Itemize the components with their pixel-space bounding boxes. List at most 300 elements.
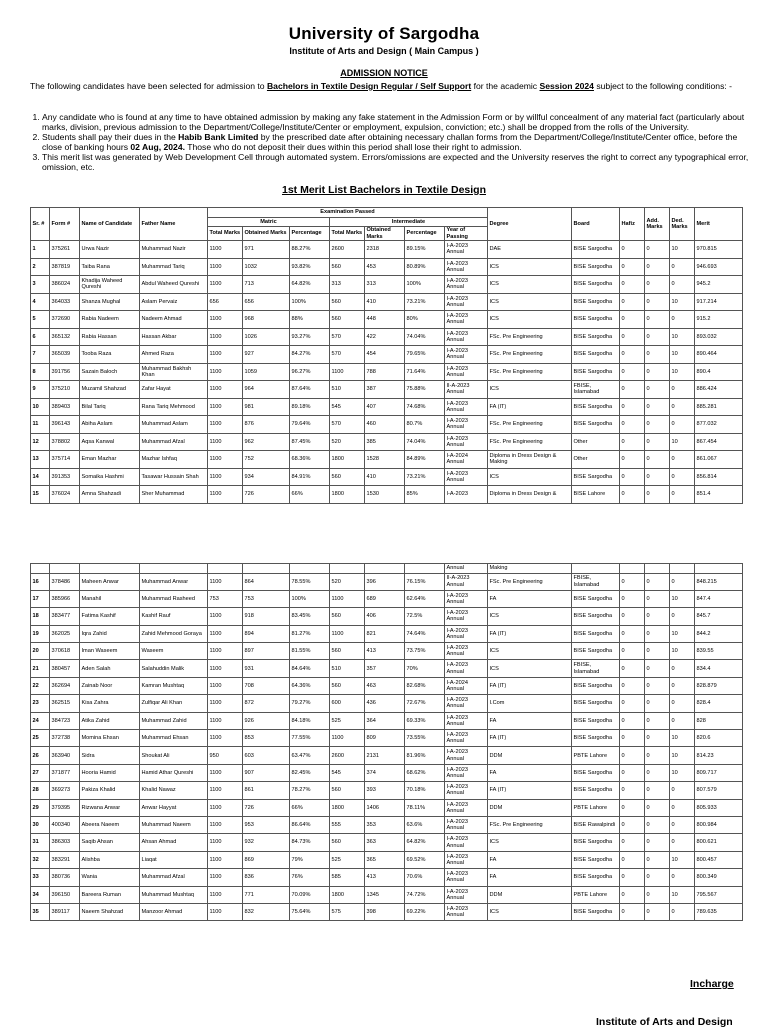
table-cell: 375210 <box>50 381 80 399</box>
program-name: Bachelors in Textile Design Regular / Self Support <box>266 81 472 91</box>
table-cell: 7 <box>31 346 50 364</box>
header-intermediate: Intermediate <box>330 218 488 227</box>
table-cell: Sidra <box>80 747 140 764</box>
table-cell: 0 <box>620 416 645 434</box>
table-cell: 15 <box>31 486 50 504</box>
table-cell: 413 <box>365 869 405 886</box>
table-cell: 1530 <box>365 486 405 504</box>
table-cell: 463 <box>365 677 405 694</box>
table-cell: Hassan Akbar <box>140 328 208 346</box>
table-cell: FSc. Pre Engineering <box>488 816 572 833</box>
table-cell: 10 <box>670 886 695 903</box>
table-cell: 1032 <box>243 258 290 276</box>
table-cell: 893.032 <box>695 328 743 346</box>
table-cell: 64.82% <box>290 276 330 294</box>
merit-rows-page-2 <box>31 573 743 921</box>
table-cell: ICS <box>488 293 572 311</box>
table-cell: 10 <box>670 433 695 451</box>
table-cell: 1100 <box>208 276 243 294</box>
table-cell: 821 <box>365 625 405 642</box>
table-cell: 80.7% <box>405 416 445 434</box>
table-cell: 805.933 <box>695 799 743 816</box>
table-cell: I-A-2023 Annual <box>445 398 488 416</box>
table-cell: 0 <box>645 869 670 886</box>
table-cell: 0 <box>620 468 645 486</box>
table-cell: 0 <box>645 468 670 486</box>
table-cell: 1100 <box>208 834 243 851</box>
table-cell: Liaqat <box>140 851 208 868</box>
table-cell: 375714 <box>50 451 80 469</box>
table-cell: 867.454 <box>695 433 743 451</box>
table-cell: 560 <box>330 293 365 311</box>
table-cell: ICS <box>488 276 572 294</box>
table-cell: 0 <box>620 258 645 276</box>
table-cell: 76.15% <box>405 573 445 590</box>
table-cell: Aqsa Kanwal <box>80 433 140 451</box>
table-cell: FA (IT) <box>488 625 572 642</box>
table-cell: 396150 <box>50 886 80 903</box>
table-cell: 828.4 <box>695 695 743 712</box>
table-cell: 76% <box>290 869 330 886</box>
table-cell: 4 <box>31 293 50 311</box>
table-cell: FA <box>488 712 572 729</box>
table-cell: 10 <box>670 590 695 607</box>
table-cell: 945.2 <box>695 276 743 294</box>
table-cell: 0 <box>645 625 670 642</box>
table-cell: 100% <box>405 276 445 294</box>
table-cell: 0 <box>620 869 645 886</box>
table-cell: ICS <box>488 834 572 851</box>
table-cell: 84.64% <box>290 660 330 677</box>
table-cell: 926 <box>243 712 290 729</box>
table-cell: I-A-2023 Annual <box>445 660 488 677</box>
table-cell: I-A-2023 Annual <box>445 903 488 920</box>
table-cell: 560 <box>330 834 365 851</box>
table-cell: 448 <box>365 311 405 329</box>
table-cell: I-A-2023 Annual <box>445 258 488 276</box>
table-cell: BISE Sargodha <box>572 730 620 747</box>
table-cell: BISE Sargodha <box>572 468 620 486</box>
table-cell: 93.82% <box>290 258 330 276</box>
table-cell: 32 <box>31 851 50 868</box>
table-cell: 800.349 <box>695 869 743 886</box>
table-cell: I-A-2023 Annual <box>445 311 488 329</box>
table-cell: BISE Sargodha <box>572 712 620 729</box>
table-cell: 927 <box>243 346 290 364</box>
table-cell: 79.27% <box>290 695 330 712</box>
table-cell: 74.68% <box>405 398 445 416</box>
table-cell: 0 <box>620 590 645 607</box>
table-cell: 560 <box>330 311 365 329</box>
table-cell: I-A-2023 Annual <box>445 816 488 833</box>
table-cell: ICS <box>488 643 572 660</box>
table-cell: 66% <box>290 486 330 504</box>
table-cell: I-A-2023 Annual <box>445 886 488 903</box>
table-cell: II-A-2023 Annual <box>445 381 488 399</box>
table-cell: Manahil <box>80 590 140 607</box>
table-cell: 383291 <box>50 851 80 868</box>
table-row <box>31 869 743 886</box>
table-cell: 386303 <box>50 834 80 851</box>
table-cell: 0 <box>670 311 695 329</box>
table-cell: 398 <box>365 903 405 920</box>
table-cell: BISE Sargodha <box>572 293 620 311</box>
table-cell: 21 <box>31 660 50 677</box>
table-cell: 0 <box>645 799 670 816</box>
table-cell: 1100 <box>208 677 243 694</box>
table-cell: Pakiza Khalid <box>80 782 140 799</box>
header-matric-total: Total Marks <box>208 227 243 241</box>
table-cell: 0 <box>645 241 670 259</box>
table-cell: 828 <box>695 712 743 729</box>
condition-3: 3. This merit list was generated by Web Development Cell through automated system. Errors/omissions are expected and the University reserves the right to correct any typographical error, omission, etc. <box>42 152 754 172</box>
table-cell: Rana Tariq Mehmood <box>140 398 208 416</box>
table-cell: Urwa Nazir <box>80 241 140 259</box>
table-cell: 64.36% <box>290 677 330 694</box>
table-cell: 62.64% <box>405 590 445 607</box>
table-cell: 78.11% <box>405 799 445 816</box>
table-cell: 72.5% <box>405 608 445 625</box>
table-cell: 69.22% <box>405 903 445 920</box>
table-cell: 545 <box>330 398 365 416</box>
table-cell: I-A-2023 Annual <box>445 468 488 486</box>
table-cell: 362515 <box>50 695 80 712</box>
table-cell: Amna Shahzadi <box>80 486 140 504</box>
table-cell: 396 <box>365 573 405 590</box>
table-row <box>31 293 743 311</box>
merit-table-page-2 <box>30 563 743 921</box>
table-cell: 0 <box>670 486 695 504</box>
table-cell: 0 <box>645 608 670 625</box>
table-cell: 872 <box>243 695 290 712</box>
table-cell: 753 <box>208 590 243 607</box>
table-cell: BISE Sargodha <box>572 695 620 712</box>
table-cell: Khalid Nawaz <box>140 782 208 799</box>
table-cell: BISE Sargodha <box>572 903 620 920</box>
table-cell: 422 <box>365 328 405 346</box>
table-cell: 0 <box>620 486 645 504</box>
table-cell: Muhammad Afzal <box>140 433 208 451</box>
table-cell: 10 <box>670 346 695 364</box>
table-cell: 1100 <box>208 764 243 781</box>
table-row <box>31 625 743 642</box>
table-cell: Kisa Zahra <box>80 695 140 712</box>
table-row <box>31 747 743 764</box>
header-form: Form # <box>50 208 80 241</box>
table-cell: I-A-2023 Annual <box>445 851 488 868</box>
table-cell: 2 <box>31 258 50 276</box>
table-cell: 89.18% <box>290 398 330 416</box>
table-cell: 0 <box>620 573 645 590</box>
table-cell: 385 <box>365 433 405 451</box>
table-cell: 0 <box>670 608 695 625</box>
table-cell: 1100 <box>208 363 243 381</box>
table-cell: 1800 <box>330 486 365 504</box>
table-cell: 372690 <box>50 311 80 329</box>
table-cell: 0 <box>620 451 645 469</box>
table-cell: 753 <box>243 590 290 607</box>
table-cell: 89.15% <box>405 241 445 259</box>
table-cell: 363940 <box>50 747 80 764</box>
table-cell: 752 <box>243 451 290 469</box>
table-cell: FBISE, Islamabad <box>572 573 620 590</box>
table-cell: 75.64% <box>290 903 330 920</box>
table-cell: 410 <box>365 468 405 486</box>
table-cell: 0 <box>645 764 670 781</box>
table-cell: Bareera Ruman <box>80 886 140 903</box>
table-row <box>31 573 743 590</box>
table-cell: I-A-2023 Annual <box>445 608 488 625</box>
table-cell: 789.635 <box>695 903 743 920</box>
table-cell: 84.73% <box>290 834 330 851</box>
header-hafiz: Hafiz <box>620 208 645 241</box>
table-cell: 0 <box>645 346 670 364</box>
table-cell: 0 <box>620 293 645 311</box>
table-cell: 0 <box>670 695 695 712</box>
table-cell: 100% <box>290 293 330 311</box>
table-cell: 73.21% <box>405 468 445 486</box>
table-cell: 1100 <box>208 381 243 399</box>
table-cell: Muhammad Ehsan <box>140 730 208 747</box>
intro-text-3: subject to the following conditions: - <box>593 81 733 91</box>
header-matric-percentage: Percentage <box>290 227 330 241</box>
table-cell: 78.55% <box>290 573 330 590</box>
table-cell: 0 <box>620 328 645 346</box>
table-cell: 0 <box>670 276 695 294</box>
table-cell: 2318 <box>365 241 405 259</box>
table-cell: FSc. Pre Engineering <box>488 346 572 364</box>
table-cell: 460 <box>365 416 405 434</box>
merit-list-title: 1st Merit List Bachelors in Textile Design <box>281 184 487 196</box>
table-cell: 0 <box>645 903 670 920</box>
table-cell: 2600 <box>330 747 365 764</box>
header-sr: Sr. # <box>31 208 50 241</box>
table-row <box>31 799 743 816</box>
table-cell: 851.4 <box>695 486 743 504</box>
table-cell: Muhammad Bakhsh Khan <box>140 363 208 381</box>
table-cell: ICS <box>488 258 572 276</box>
table-cell: BISE Sargodha <box>572 608 620 625</box>
table-cell: I-A-2024 Annual <box>445 451 488 469</box>
table-cell: 387819 <box>50 258 80 276</box>
table-cell: BISE Sargodha <box>572 276 620 294</box>
table-cell: Other <box>572 433 620 451</box>
table-cell: 560 <box>330 643 365 660</box>
intro-paragraph <box>30 81 740 92</box>
table-cell: 1100 <box>208 468 243 486</box>
table-cell: 0 <box>645 416 670 434</box>
table-cell: 510 <box>330 660 365 677</box>
table-cell: I-A-2023 Annual <box>445 625 488 642</box>
table-cell: Hamid Athar Qureshi <box>140 764 208 781</box>
table-cell: BISE Sargodha <box>572 241 620 259</box>
table-cell: 0 <box>645 816 670 833</box>
table-cell: 0 <box>645 886 670 903</box>
table-cell: 79% <box>290 851 330 868</box>
table-cell: Tasawar Hussain Shah <box>140 468 208 486</box>
table-cell: 70.18% <box>405 782 445 799</box>
table-cell: 853 <box>243 730 290 747</box>
table-cell: BISE Sargodha <box>572 677 620 694</box>
table-cell: ICS <box>488 903 572 920</box>
table-cell: BISE Sargodha <box>572 363 620 381</box>
table-cell: 1100 <box>208 608 243 625</box>
table-cell: 10 <box>31 398 50 416</box>
table-cell: 0 <box>620 346 645 364</box>
table-cell: 365132 <box>50 328 80 346</box>
table-cell: 1100 <box>208 486 243 504</box>
table-cell: 75.88% <box>405 381 445 399</box>
table-cell: 1800 <box>330 451 365 469</box>
table-cell: 525 <box>330 851 365 868</box>
table-cell: Fatima Kashif <box>80 608 140 625</box>
table-cell: 890.4 <box>695 363 743 381</box>
header-degree: Degree <box>488 208 572 241</box>
table-cell: 1100 <box>208 660 243 677</box>
table-cell: 29 <box>31 799 50 816</box>
table-cell: Muhammad Afzal <box>140 869 208 886</box>
table-cell: 389403 <box>50 398 80 416</box>
header-year-of-passing: Year of Passing <box>445 227 488 241</box>
table-cell: 864 <box>243 573 290 590</box>
table-cell: PBTE Lahore <box>572 747 620 764</box>
admission-notice-heading: ADMISSION NOTICE <box>340 68 428 78</box>
table-cell: 861 <box>243 782 290 799</box>
table-row <box>31 416 743 434</box>
table-cell: Iqra Zahid <box>80 625 140 642</box>
table-cell: Other <box>572 451 620 469</box>
table-cell: 970.815 <box>695 241 743 259</box>
table-cell: FA (IT) <box>488 677 572 694</box>
table-cell: FSc. Pre Engineering <box>488 433 572 451</box>
table-cell: 10 <box>670 625 695 642</box>
table-cell: 20 <box>31 643 50 660</box>
table-cell: 1100 <box>208 311 243 329</box>
table-cell: 1059 <box>243 363 290 381</box>
table-cell: DDM <box>488 799 572 816</box>
table-cell: 86.64% <box>290 816 330 833</box>
table-cell: 363 <box>365 834 405 851</box>
table-cell: 932 <box>243 834 290 851</box>
table-cell: 0 <box>620 660 645 677</box>
incharge-institute: Institute of Arts and Design <box>596 1016 733 1028</box>
table-cell: 5 <box>31 311 50 329</box>
table-cell: 1345 <box>365 886 405 903</box>
table-cell: BISE Sargodha <box>572 869 620 886</box>
table-cell: 834.4 <box>695 660 743 677</box>
table-cell: 10 <box>670 851 695 868</box>
table-cell: 30 <box>31 816 50 833</box>
table-cell: 836 <box>243 869 290 886</box>
table-row <box>31 486 743 504</box>
table-cell: 0 <box>645 276 670 294</box>
table-cell: DDM <box>488 886 572 903</box>
table-cell: 34 <box>31 886 50 903</box>
table-cell: BISE Sargodha <box>572 643 620 660</box>
table-row <box>31 712 743 729</box>
table-cell: 81.55% <box>290 643 330 660</box>
table-cell: BISE Sargodha <box>572 328 620 346</box>
table-cell: 1100 <box>208 799 243 816</box>
table-cell: 22 <box>31 677 50 694</box>
table-row <box>31 258 743 276</box>
table-cell: 17 <box>31 590 50 607</box>
table-cell: 376024 <box>50 486 80 504</box>
table-cell: 387 <box>365 381 405 399</box>
table-cell: 1100 <box>208 903 243 920</box>
header-merit: Merit <box>695 208 743 241</box>
table-cell: Manzoor Ahmad <box>140 903 208 920</box>
condition-1: 1. Any candidate who is found at any time to have obtained admission by making any fake statement in the Admission Form or by willful concealment of any material fact (particularly about marks, division, previous admission to the Department/College/Institute/Center or employment, expulsion, conviction; etc.) shall be dropped from the rolls of the University. <box>42 112 754 132</box>
table-cell: 0 <box>620 677 645 694</box>
table-cell: 12 <box>31 433 50 451</box>
table-cell: 861.067 <box>695 451 743 469</box>
table-cell: 385966 <box>50 590 80 607</box>
table-cell: 372738 <box>50 730 80 747</box>
table-cell: Aslam Pervaiz <box>140 293 208 311</box>
table-cell: Ahsan Ahmad <box>140 834 208 851</box>
table-cell: 18 <box>31 608 50 625</box>
table-cell: 800.984 <box>695 816 743 833</box>
table-cell: 378802 <box>50 433 80 451</box>
table-cell: Wania <box>80 869 140 886</box>
table-cell: 73.75% <box>405 643 445 660</box>
table-cell: 570 <box>330 328 365 346</box>
table-cell: 771 <box>243 886 290 903</box>
table-cell: 73.21% <box>405 293 445 311</box>
table-cell: 848.215 <box>695 573 743 590</box>
table-cell: Somaika Hashmi <box>80 468 140 486</box>
table-cell: 10 <box>670 241 695 259</box>
table-cell: FSc. Pre Engineering <box>488 573 572 590</box>
table-cell: 0 <box>645 398 670 416</box>
table-cell: 0 <box>670 869 695 886</box>
table-cell: ICS <box>488 311 572 329</box>
table-cell: 897 <box>243 643 290 660</box>
table-cell: Kamran Mushtaq <box>140 677 208 694</box>
table-cell: 88.27% <box>290 241 330 259</box>
table-cell: 400340 <box>50 816 80 833</box>
table-row <box>31 590 743 607</box>
table-cell: 0 <box>645 677 670 694</box>
table-cell: 77.55% <box>290 730 330 747</box>
table-cell: FSc. Pre Engineering <box>488 328 572 346</box>
table-cell: 0 <box>620 381 645 399</box>
table-cell: 0 <box>620 433 645 451</box>
header-board: Board <box>572 208 620 241</box>
table-cell: 406 <box>365 608 405 625</box>
table-cell: 0 <box>645 851 670 868</box>
table-cell: 0 <box>670 712 695 729</box>
table-cell: 453 <box>365 258 405 276</box>
table-cell: Muzamil Shahzad <box>80 381 140 399</box>
table-cell: FA <box>488 590 572 607</box>
table-cell: Nadeem Ahmad <box>140 311 208 329</box>
table-cell: 14 <box>31 468 50 486</box>
table-cell: 362025 <box>50 625 80 642</box>
table-cell: 313 <box>365 276 405 294</box>
table-cell: 1100 <box>208 816 243 833</box>
table-cell: 0 <box>620 625 645 642</box>
table-cell: 0 <box>670 799 695 816</box>
table-cell: 80.89% <box>405 258 445 276</box>
table-cell: 603 <box>243 747 290 764</box>
table-cell: 525 <box>330 712 365 729</box>
table-cell: 520 <box>330 433 365 451</box>
table-cell: 79.65% <box>405 346 445 364</box>
table-cell: 370618 <box>50 643 80 660</box>
table-cell: 520 <box>330 573 365 590</box>
